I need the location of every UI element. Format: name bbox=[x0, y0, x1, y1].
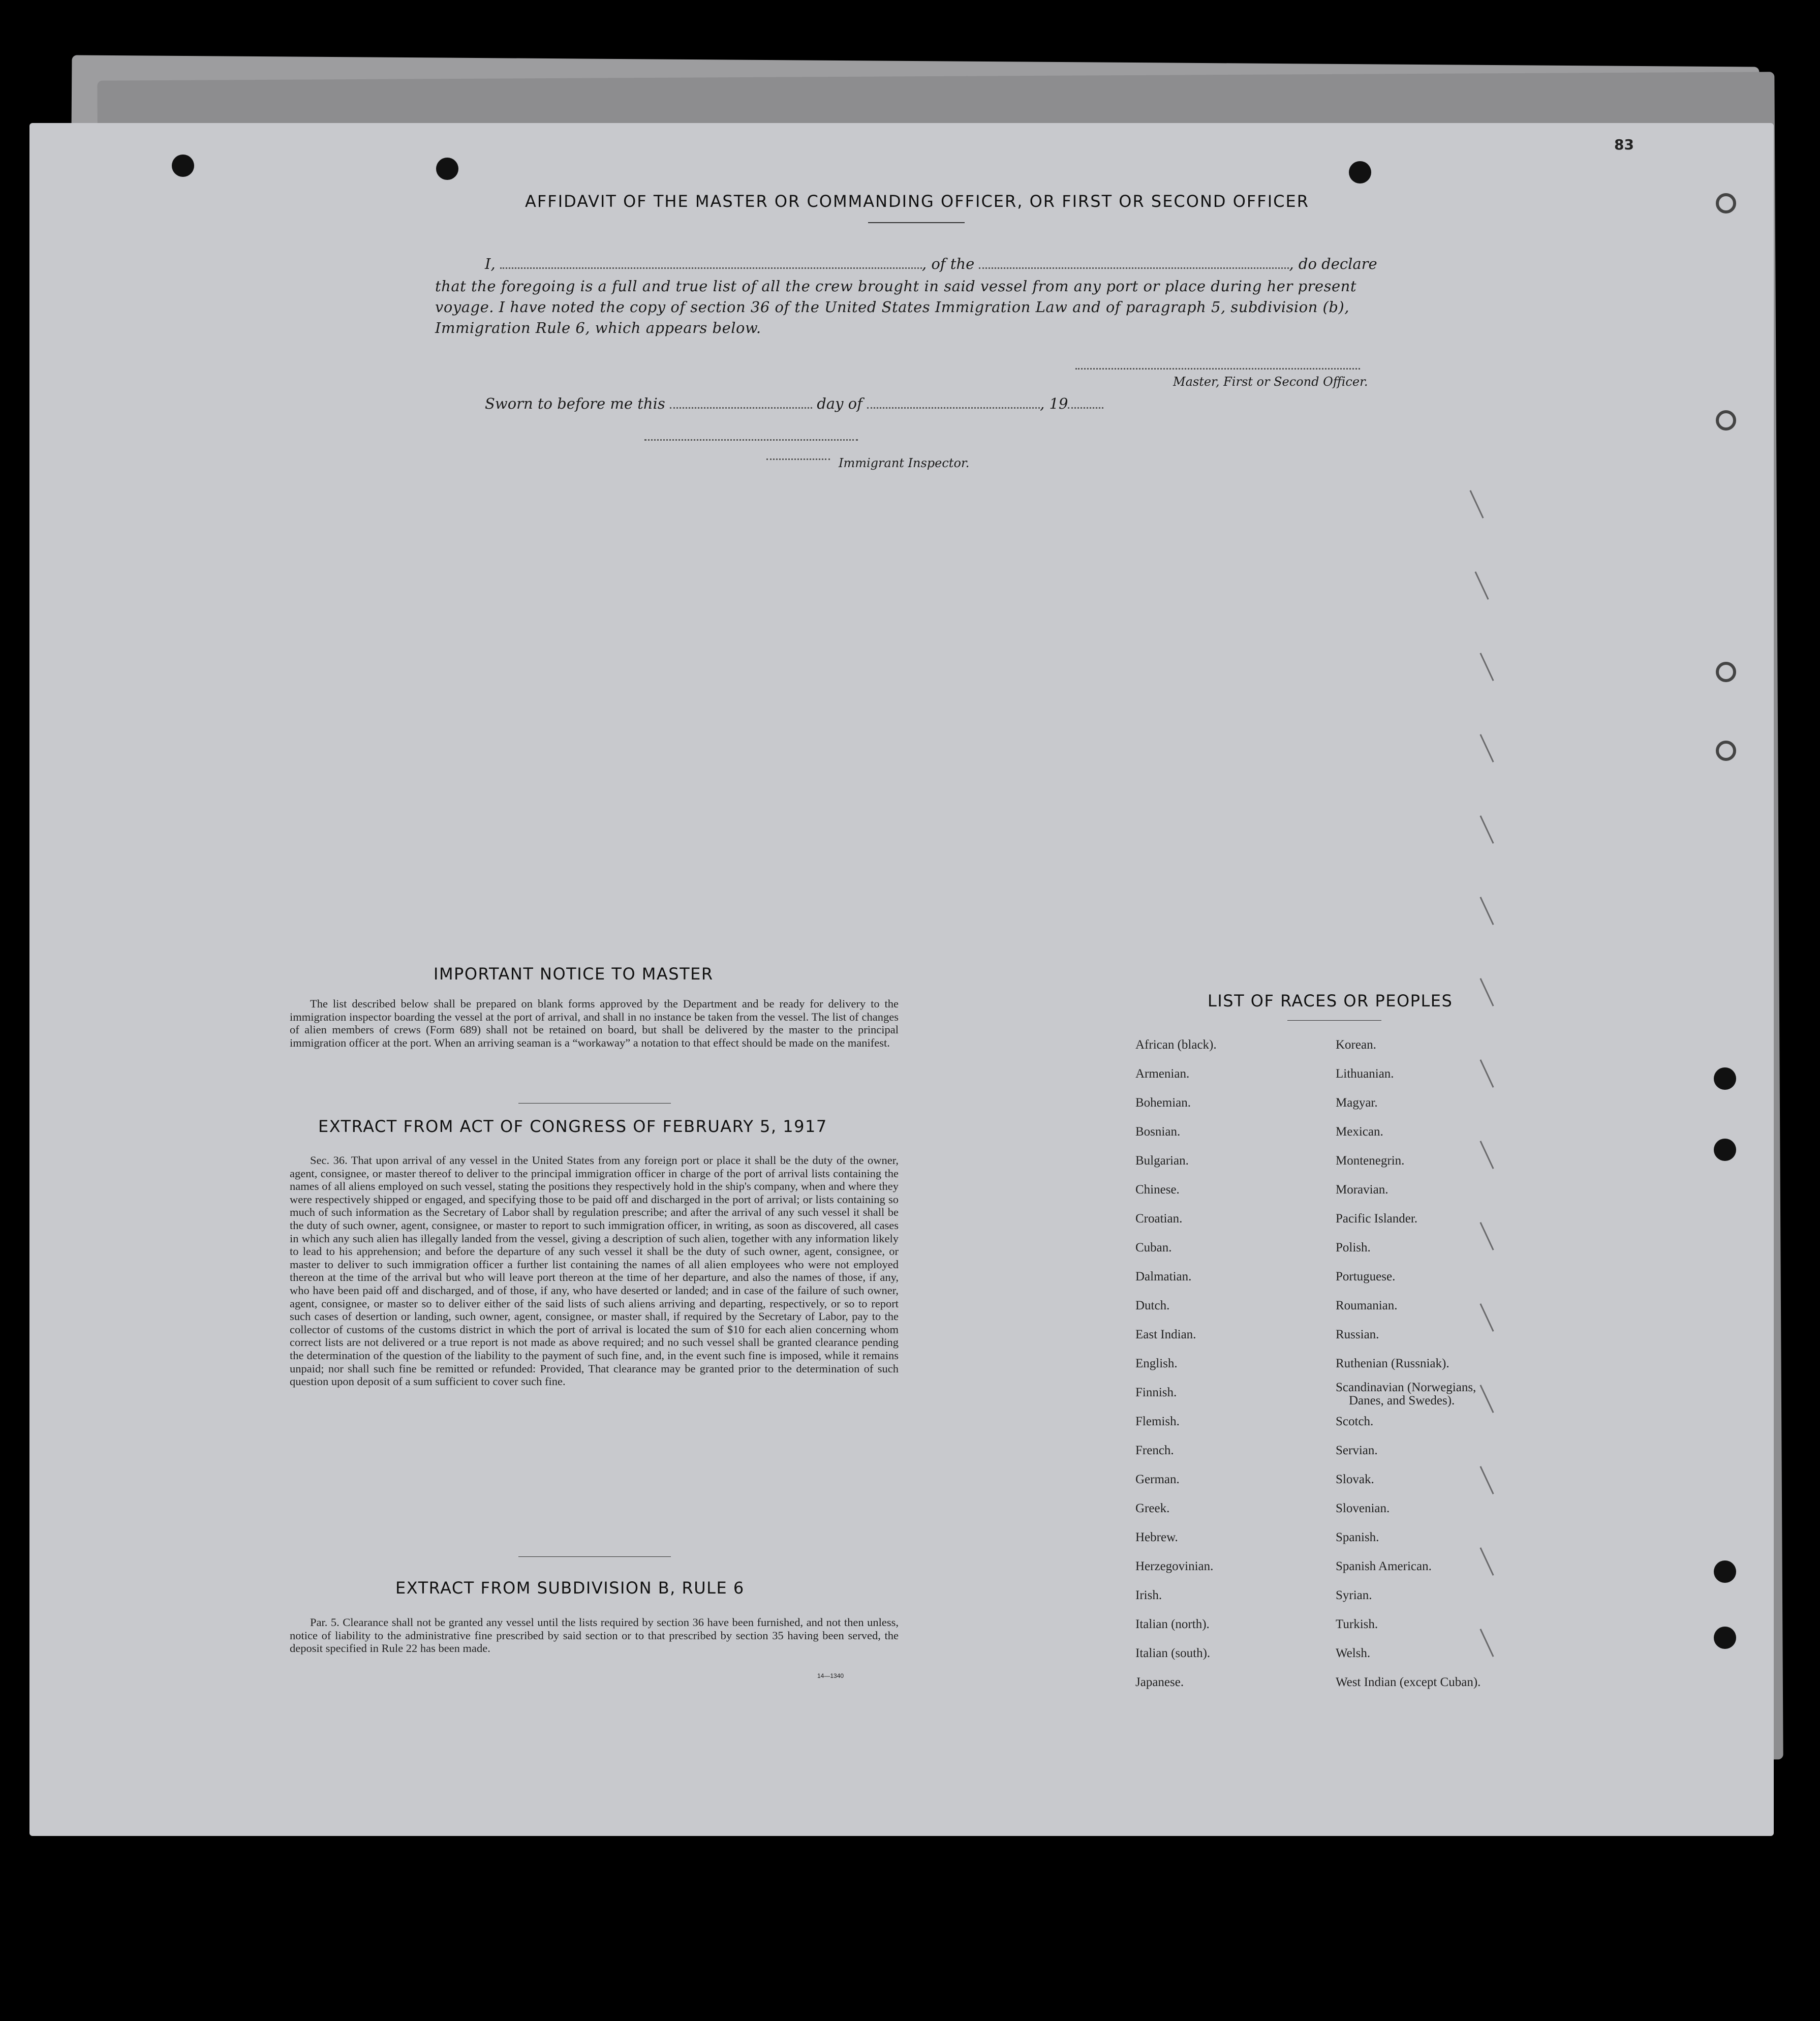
notice-title: IMPORTANT NOTICE TO MASTER bbox=[434, 964, 714, 984]
race-item: Bohemian. bbox=[1135, 1096, 1191, 1110]
race-item: Flemish. bbox=[1135, 1415, 1180, 1428]
race-item: Finnish. bbox=[1135, 1386, 1177, 1399]
race-item: Scandinavian (Norwegians, bbox=[1336, 1381, 1476, 1394]
race-item: Italian (north). bbox=[1135, 1617, 1210, 1631]
race-item: Bulgarian. bbox=[1135, 1154, 1189, 1168]
binder-hole-icon bbox=[1714, 1627, 1736, 1649]
sworn-year-prefix: , 19 bbox=[1040, 395, 1068, 412]
sworn-day-of-label: day of bbox=[817, 395, 862, 412]
race-item: Dalmatian. bbox=[1135, 1270, 1192, 1283]
vessel-name-field[interactable] bbox=[979, 267, 1289, 269]
rule-extract-text: Par. 5. Clearance shall not be granted any vessel until the lists required by section 36 have been furnished, and not then unless, notice of liability to the administrative fine prescribed by said section or to that prescribed by section 35 having been served, the deposit specified in Rule 22 has been made. bbox=[290, 1616, 899, 1655]
tally-mark bbox=[1479, 1385, 1494, 1413]
binder-hole-icon bbox=[1716, 662, 1736, 682]
race-item: Cuban. bbox=[1135, 1241, 1172, 1254]
race-item: Armenian. bbox=[1135, 1067, 1190, 1081]
race-item: Welsh. bbox=[1336, 1646, 1371, 1660]
tally-mark bbox=[1474, 571, 1489, 600]
race-item: Montenegrin. bbox=[1336, 1154, 1405, 1168]
race-item: Servian. bbox=[1336, 1444, 1378, 1457]
inspector-signature-field[interactable] bbox=[644, 439, 858, 441]
section-rule bbox=[518, 1556, 671, 1557]
race-item: German. bbox=[1135, 1473, 1180, 1486]
binder-hole-icon bbox=[1349, 161, 1371, 183]
race-item: Spanish. bbox=[1336, 1530, 1379, 1544]
tally-mark bbox=[1479, 734, 1494, 762]
tally-mark bbox=[1479, 1629, 1494, 1657]
race-item: Irish. bbox=[1135, 1588, 1162, 1602]
title-rule bbox=[868, 222, 965, 223]
race-item: Portuguese. bbox=[1336, 1270, 1396, 1283]
tally-mark bbox=[1479, 1466, 1494, 1494]
declare-suffix: , do declare bbox=[1289, 255, 1377, 272]
race-item: Syrian. bbox=[1336, 1588, 1372, 1602]
race-item: French. bbox=[1135, 1444, 1174, 1457]
race-item: Roumanian. bbox=[1336, 1299, 1398, 1312]
race-item: Japanese. bbox=[1135, 1675, 1184, 1689]
section-rule bbox=[518, 1103, 671, 1104]
tally-mark bbox=[1479, 1222, 1494, 1250]
binder-hole-icon bbox=[1714, 1560, 1736, 1583]
race-item: Herzegovinian. bbox=[1135, 1559, 1214, 1573]
inspector-signature-field-2[interactable] bbox=[766, 458, 830, 460]
race-item: Slovak. bbox=[1336, 1473, 1374, 1486]
notice-text: The list described below shall be prepared on blank forms approved by the Department and be ready for delivery to the immigration inspector boarding the vessel at the port of arrival, and shall in no instance be taken from the vessel. The list of changes of alien members of crews (Form 689) shall not be retained on board, but shall be delivered by the master to the principal immigration officer at the port. When an arriving seaman is a “workaway” a notation to that effect should be made on the manifest. bbox=[290, 997, 899, 1049]
affidavit-declaration-line bbox=[485, 255, 1440, 272]
binder-hole-icon bbox=[1716, 741, 1736, 761]
declarant-prefix: I, bbox=[485, 255, 496, 272]
tally-mark bbox=[1479, 1059, 1494, 1088]
page-number: 83 bbox=[1614, 136, 1634, 153]
race-item: Korean. bbox=[1336, 1038, 1376, 1052]
race-item: Bosnian. bbox=[1135, 1125, 1181, 1139]
officer-signature-label: Master, First or Second Officer. bbox=[1173, 375, 1368, 389]
tally-mark bbox=[1469, 490, 1484, 518]
race-item: Italian (south). bbox=[1135, 1646, 1211, 1660]
race-item: African (black). bbox=[1135, 1038, 1217, 1052]
race-item: Greek. bbox=[1135, 1502, 1170, 1515]
race-item: Magyar. bbox=[1336, 1096, 1378, 1110]
sworn-prefix: Sworn to before me this bbox=[485, 395, 665, 412]
races-title-rule bbox=[1287, 1020, 1381, 1021]
tally-mark bbox=[1479, 653, 1494, 681]
declarant-name-field[interactable] bbox=[500, 267, 922, 269]
inspector-label: Immigrant Inspector. bbox=[839, 456, 970, 470]
race-item: Spanish American. bbox=[1336, 1559, 1432, 1573]
affidavit-line-4: Immigration Rule 6, which appears below. bbox=[435, 319, 761, 336]
race-item: Mexican. bbox=[1336, 1125, 1383, 1139]
race-item: Turkish. bbox=[1336, 1617, 1378, 1631]
vessel-prefix: , of the bbox=[921, 255, 975, 272]
race-item: West Indian (except Cuban). bbox=[1336, 1675, 1481, 1689]
affidavit-title: AFFIDAVIT OF THE MASTER OR COMMANDING OFFICER, OR FIRST OR SECOND OFFICER bbox=[525, 192, 1309, 211]
races-title: LIST OF RACES OR PEOPLES bbox=[1208, 991, 1453, 1010]
race-item: East Indian. bbox=[1135, 1328, 1196, 1341]
sworn-year-field[interactable] bbox=[1068, 407, 1103, 409]
race-item: Pacific Islander. bbox=[1336, 1212, 1418, 1226]
race-item: Dutch. bbox=[1135, 1299, 1170, 1312]
tally-mark bbox=[1479, 1547, 1494, 1576]
tally-mark bbox=[1479, 978, 1494, 1006]
tally-mark bbox=[1479, 897, 1494, 925]
binder-hole-icon bbox=[1716, 193, 1736, 213]
act-extract-text: Sec. 36. That upon arrival of any vessel in the United States from any foreign port or place it shall be the duty of the owner, agent, consignee, or master thereof to deliver to the principal immigration officer in charge of the port of arrival lists containing the names of all aliens employed on such vessel, stating the positions they respectively hold in the ship's company, when and where they were respectively shipped or engaged, and specifying those to be paid off and discharged in the port of arrival; or lists containing so much of such information as the Secretary of Labor shall by regulation prescribe; and after the arrival of any such vessel it shall be the duty of such owner, agent, consignee, or master to report to such immigration officer, in writing, as soon as discovered, all cases in which any such alien has illegally landed from the vessel, giving a description of such alien, together with any information likely to lead to his apprehension; and before the departure of any such vessel it shall be the duty of such owner, agent, consignee, or master to deliver to such immigration officer a further list containing the names of all alien employees who were not employed thereon at the time of the arrival but who will leave port thereon at the time of her departure, and also the names of those, if any, who have been paid off and discharged, and of those, if any, who have deserted or landed; and in case of the failure of such owner, agent, consignee, or master so to deliver either of the said lists of such aliens arriving and departing, respectively, or so to report such cases of desertion or landing, such owner, agent, consignee, or master shall, if required by the Secretary of Labor, pay to the collector of customs of the customs district in which the port of arrival is located the sum of $10 for each alien concerning whom correct lists are not delivered or a true report is not made as above required; and no such vessel shall be granted clearance pending the determination of the question of the liability to the payment of such fine, and, in the event such fine is imposed, while it remains unpaid; nor shall such fine be remitted or refunded: Provided, That clearance may be granted prior to the determination of such question upon deposit of a sum sufficient to cover such fine. bbox=[290, 1154, 899, 1388]
officer-signature-field[interactable] bbox=[1075, 368, 1360, 370]
tally-mark bbox=[1479, 1303, 1494, 1332]
race-item: Croatian. bbox=[1135, 1212, 1183, 1226]
affidavit-line-3: voyage. I have noted the copy of section 36 of the United States Immigration Law and of paragraph 5, subdivision (b), bbox=[435, 298, 1349, 316]
race-item: Scotch. bbox=[1336, 1415, 1374, 1428]
binder-hole-icon bbox=[1714, 1067, 1736, 1090]
sworn-month-field[interactable] bbox=[867, 407, 1040, 409]
race-item: Hebrew. bbox=[1135, 1530, 1178, 1544]
race-item: Ruthenian (Russniak). bbox=[1336, 1357, 1449, 1370]
race-item: Lithuanian. bbox=[1336, 1067, 1394, 1081]
race-item: Russian. bbox=[1336, 1328, 1379, 1341]
rule-extract-title: EXTRACT FROM SUBDIVISION B, RULE 6 bbox=[395, 1578, 745, 1598]
race-item: Polish. bbox=[1336, 1241, 1371, 1254]
affidavit-line-2: that the foregoing is a full and true list of all the crew brought in said vessel from any port or place during her present bbox=[435, 278, 1357, 295]
sworn-line bbox=[485, 395, 1103, 412]
binder-hole-icon bbox=[436, 158, 458, 180]
race-item: English. bbox=[1135, 1357, 1178, 1370]
race-item: Chinese. bbox=[1135, 1183, 1180, 1197]
sworn-day-field[interactable] bbox=[670, 407, 812, 409]
document-page bbox=[29, 123, 1774, 1836]
act-extract-title: EXTRACT FROM ACT OF CONGRESS OF FEBRUARY 5, 1917 bbox=[318, 1117, 827, 1136]
race-item: Slovenian. bbox=[1336, 1502, 1390, 1515]
race-item: Moravian. bbox=[1336, 1183, 1389, 1197]
binder-hole-icon bbox=[1714, 1139, 1736, 1161]
binder-hole-icon bbox=[172, 155, 194, 177]
tally-mark bbox=[1479, 1141, 1494, 1169]
tally-mark bbox=[1479, 815, 1494, 844]
race-item-continuation: Danes, and Swedes). bbox=[1349, 1394, 1455, 1407]
form-number: 14—1340 bbox=[817, 1672, 844, 1679]
binder-hole-icon bbox=[1716, 410, 1736, 431]
